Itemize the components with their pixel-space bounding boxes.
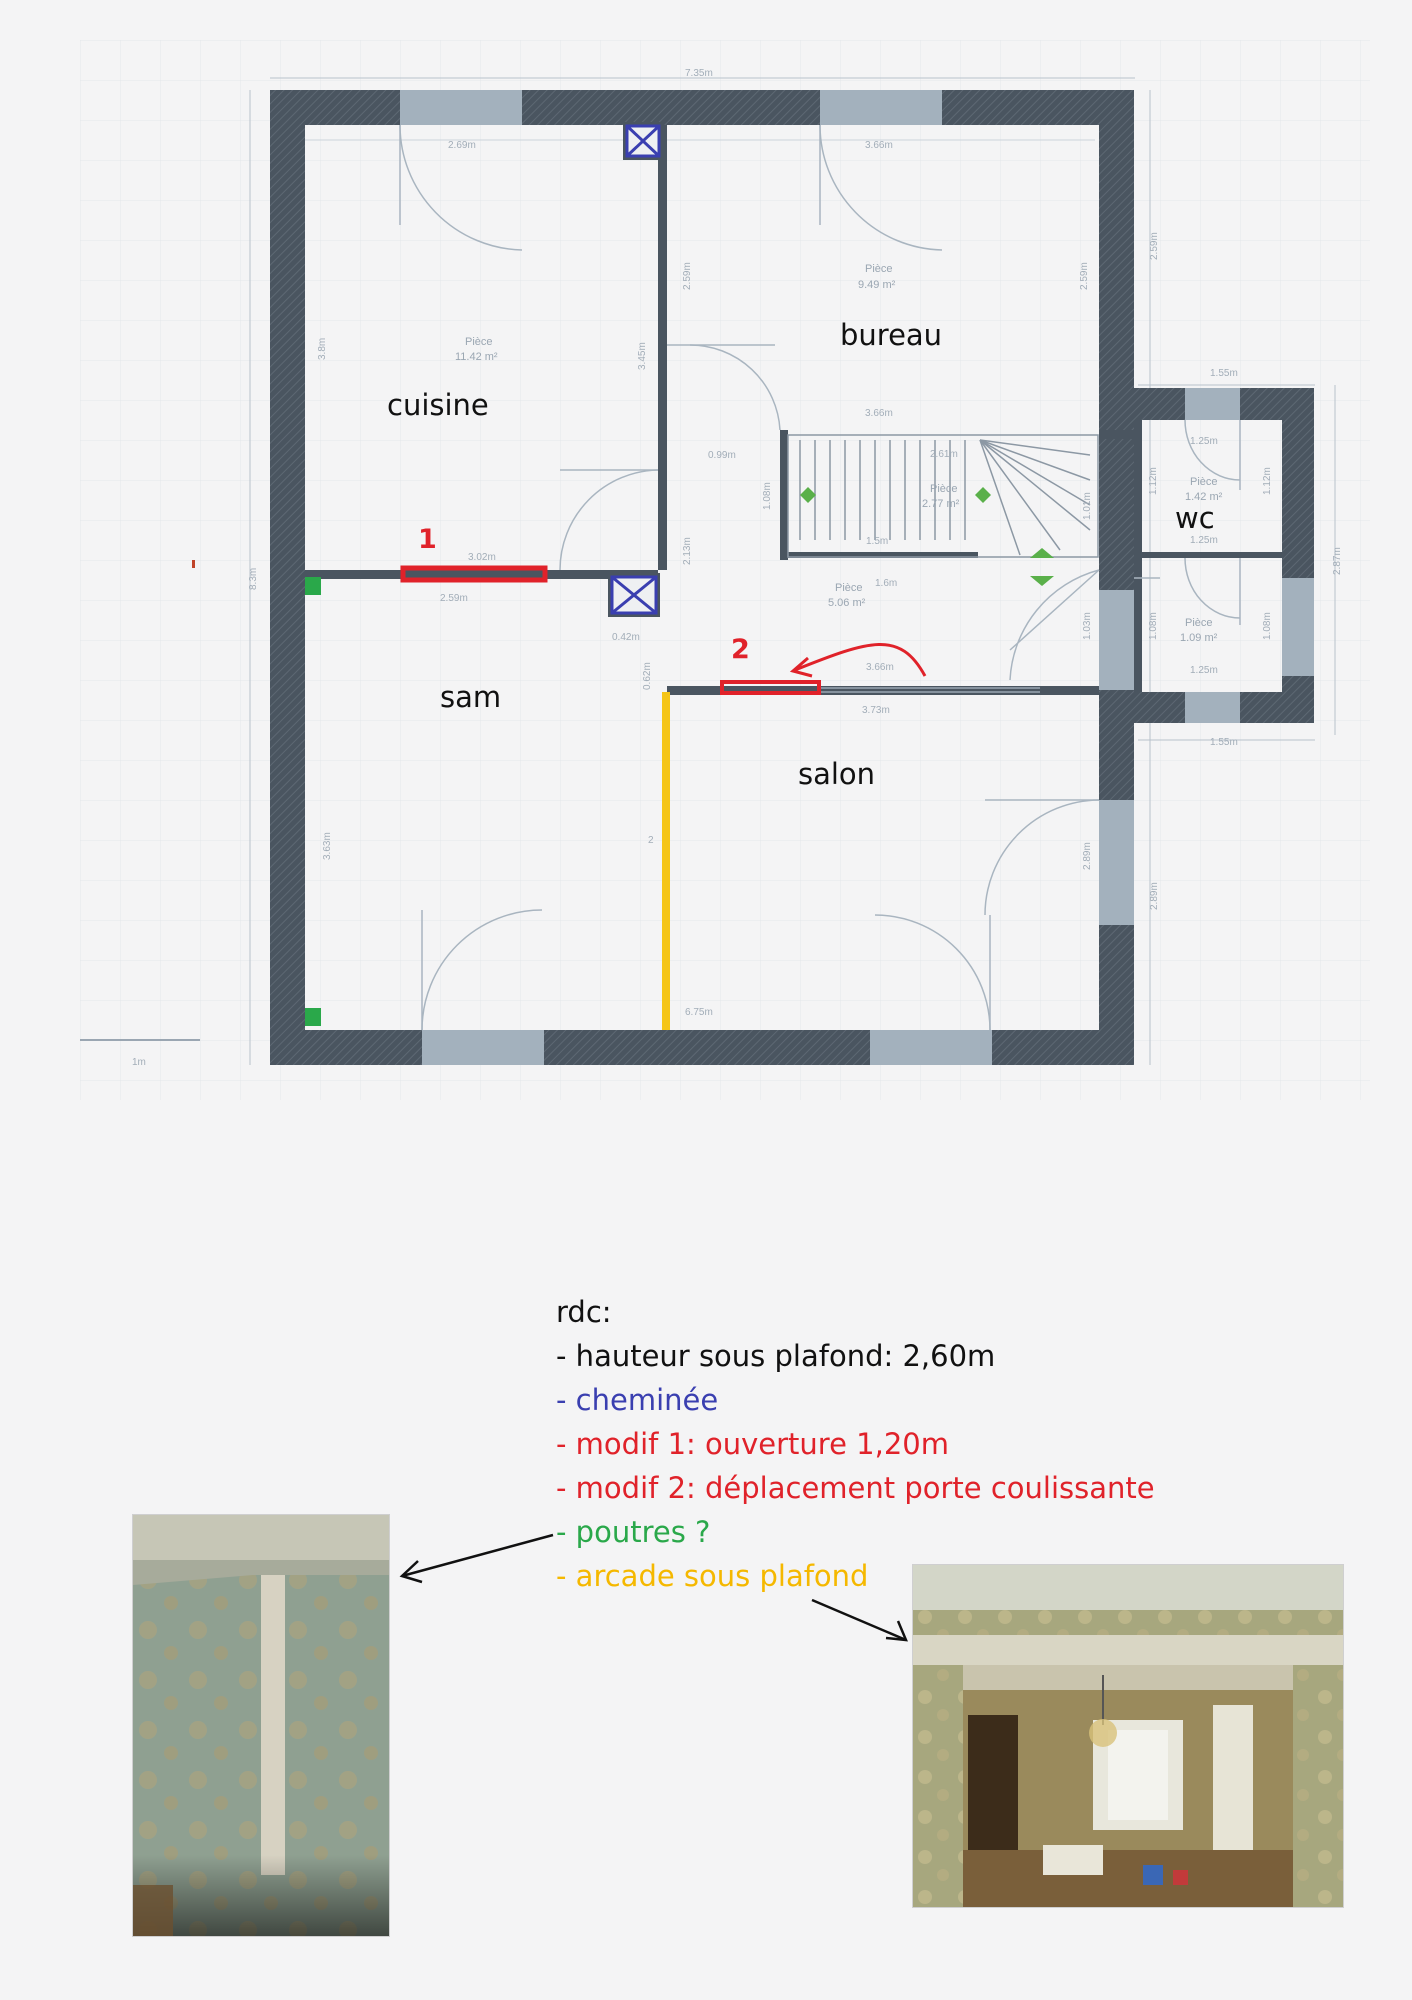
wc-lower-area: 1.09 m² [1180,632,1218,644]
dim-bureau-right: 2.59m [1079,262,1090,290]
dim-overall-height: 8.3m [248,567,259,590]
dim-cuisine-right: 3.45m [637,342,648,370]
dim-cuisine-top: 2.69m [448,140,476,151]
dim-wc-ext-top: 1.55m [1210,368,1238,379]
dim-cuisine-left: 3.8m [317,337,328,360]
dim-wc-right: 1.12m [1262,467,1273,495]
stray-mark [192,560,195,568]
stairs-area: 2.77 m² [922,498,960,510]
stairs-type: Pièce [930,483,958,495]
chimney-top [623,122,663,160]
dim-hall-bottom: 1.6m [875,578,898,589]
photo-right-salon-arcade [913,1565,1343,1907]
legend-item-hauteur: - hauteur sous plafond: 2,60m [556,1339,996,1373]
room-label-cuisine: cuisine [387,388,489,422]
legend-item-modif-2: - modif 2: déplacement porte coulissante [556,1471,1155,1505]
chimney-sam [608,573,660,617]
dim-wc-low-left: 1.08m [1148,612,1159,640]
beam-marker-top [305,577,321,595]
dim-stair-right: 1.01m [1082,492,1093,520]
wc-lower-type: Pièce [1185,617,1213,629]
photo-left-wall-corner [133,1515,389,1936]
dim-sam-left: 3.63m [322,832,333,860]
room-label-wc: wc [1175,501,1215,535]
dim-overall-width: 7.35m [685,68,713,79]
dim-outer-right-top: 2.59m [1149,232,1160,260]
arcade-line [662,692,670,1030]
hall-type: Pièce [835,582,863,594]
dim-hall-right: 1.03m [1082,612,1093,640]
wc-area: 1.42 m² [1185,491,1223,503]
modif-1-number: 1 [418,524,437,555]
dim-bureau-top: 3.66m [865,140,893,151]
dim-wc-top: 1.25m [1190,436,1218,447]
dim-salon-top-inner: 3.66m [866,662,894,673]
dim-bureau-left: 2.59m [682,262,693,290]
modif-2-number: 2 [731,634,750,665]
room-label-sam: sam [440,680,502,714]
legend-title: rdc: [556,1295,612,1329]
legend-item-poutres: - poutres ? [556,1515,711,1549]
bureau-area: 9.49 m² [858,279,896,291]
dim-salon-top: 3.73m [862,705,890,716]
dim-sam-top: 2.59m [440,593,468,604]
scale-label: 1m [132,1057,146,1068]
room-label-bureau: bureau [840,318,943,352]
dim-hall-door: 1.08m [762,482,773,510]
room-label-salon: salon [798,757,876,791]
dim-sam-mid: 0.62m [642,662,653,690]
legend-item-modif-1: - modif 1: ouverture 1,20m [556,1427,949,1461]
cuisine-area: 11.42 m² [455,351,498,363]
dim-wc-low-bottom: 1.25m [1190,665,1218,676]
dim-salon-right: 2.89m [1082,842,1093,870]
dim-cuisine-bottom: 3.02m [468,552,496,563]
dim-wc-mid: 1.25m [1190,535,1218,546]
dim-bureau-bottom: 3.66m [865,408,893,419]
dim-salon-partial: 2 [648,835,654,846]
dim-stairs-width: 1.5m [866,536,889,547]
wc-type: Pièce [1190,476,1218,488]
dim-hall-left: 2.13m [682,537,693,565]
hall-area: 5.06 m² [828,597,866,609]
dim-hall-top: 0.99m [708,450,736,461]
legend [556,1290,1155,1598]
cuisine-type: Pièce [465,336,493,348]
dim-wc-outer: 2.87m [1332,547,1343,575]
legend-item-arcade: - arcade sous plafond [556,1559,869,1593]
dim-wc-low-right: 1.08m [1262,612,1273,640]
dim-stairs-top: 2.61m [930,449,958,460]
dim-wc-ext-bottom: 1.55m [1210,737,1238,748]
dim-chimney: 0.42m [612,632,640,643]
dim-outer-right-bottom: 2.89m [1149,882,1160,910]
dim-wc-left: 1.12m [1148,467,1159,495]
beam-marker-bottom [305,1008,321,1026]
legend-item-cheminee: - cheminée [556,1383,719,1417]
bureau-type: Pièce [865,263,893,275]
dim-bottom: 6.75m [685,1007,713,1018]
